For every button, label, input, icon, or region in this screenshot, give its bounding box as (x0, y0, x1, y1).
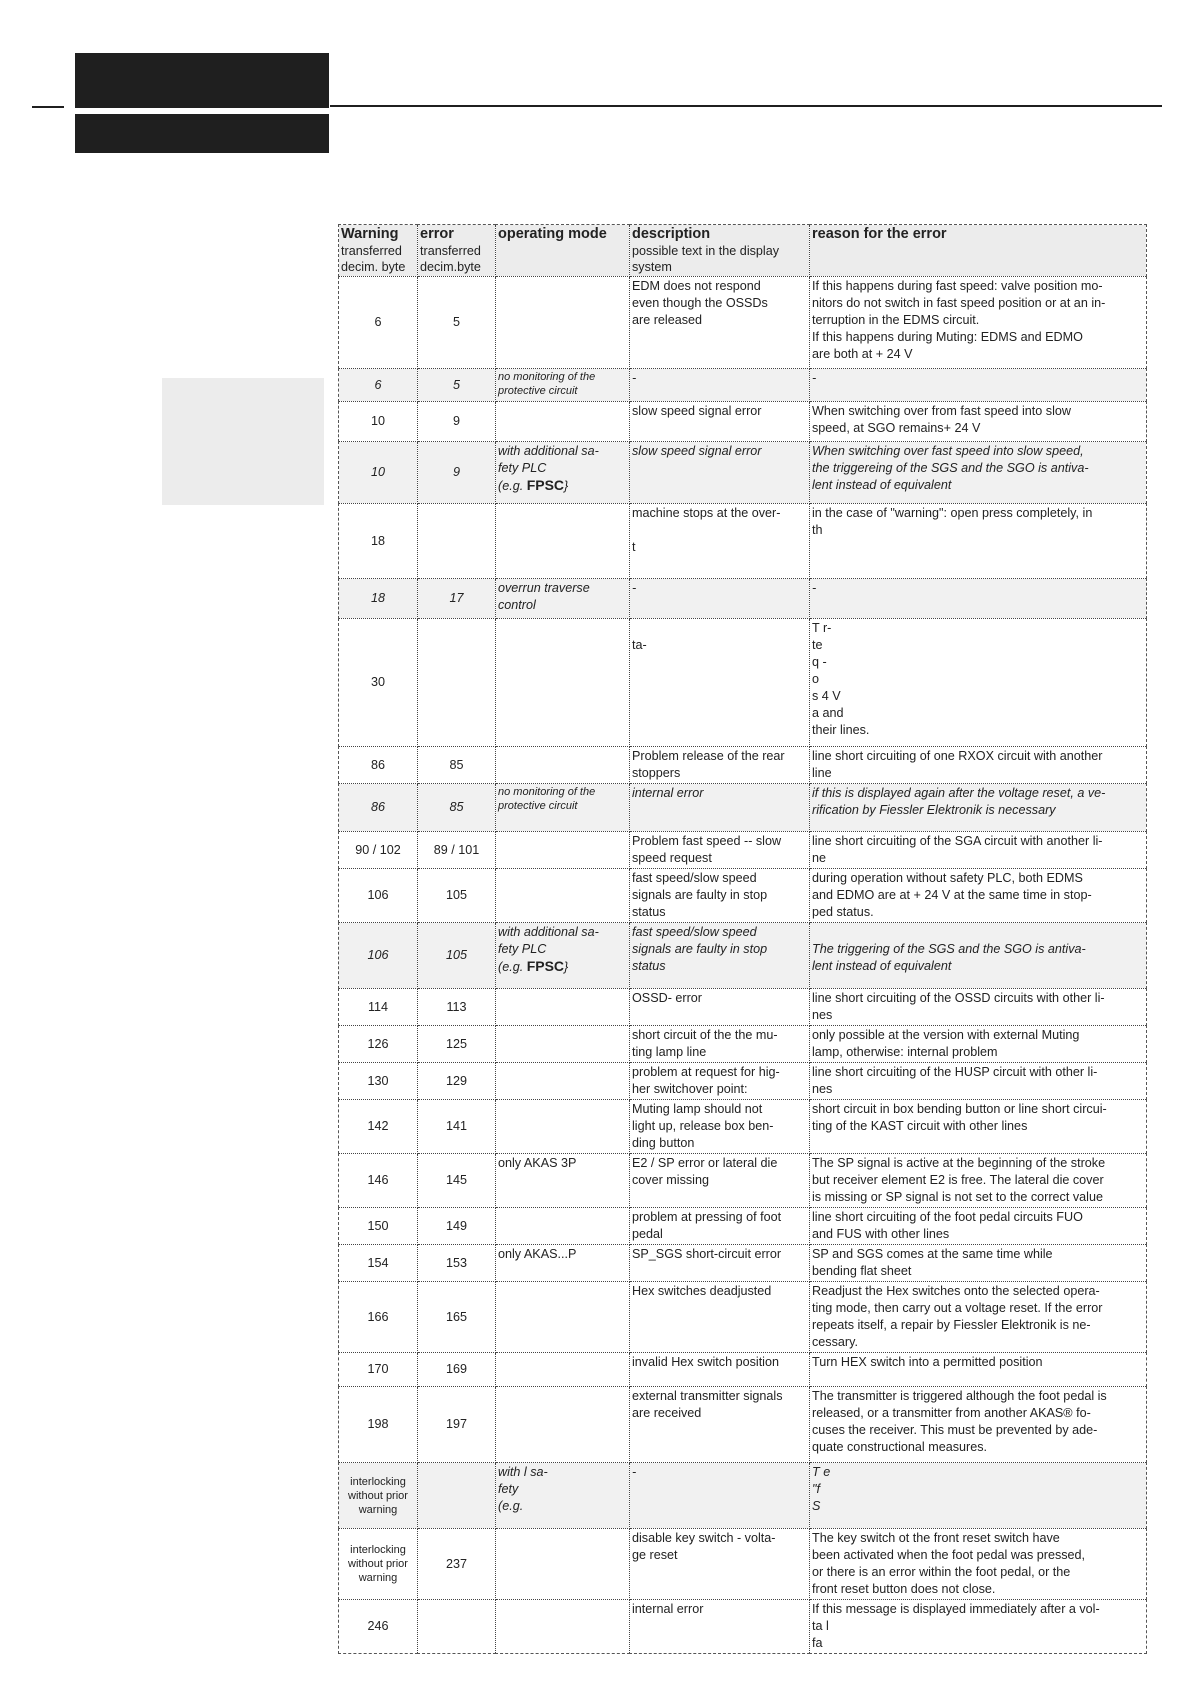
cell-reason: The key switch ot the front reset switch have been activated when the foot pedal was pressed, or there is an error within the foot pedal, or the front reset button does not close. (810, 1529, 1147, 1600)
cell-operating-mode (496, 277, 630, 369)
cell-description: - (630, 579, 810, 619)
cell-reason: line short circuiting of the foot pedal circuits FUO and FUS with other lines (810, 1208, 1147, 1245)
cell-error: 165 (418, 1282, 496, 1353)
table-row (339, 989, 1147, 1026)
cell-warning: 198 (339, 1387, 418, 1463)
cell-reason: The SP signal is active at the beginning of the stroke but receiver element E2 is free. The lateral die cover is missing or SP signal is not set to the correct value (810, 1154, 1147, 1208)
cell-reason: line short circuiting of the HUSP circuit with other li- nes (810, 1063, 1147, 1100)
cell-operating-mode (496, 1063, 630, 1100)
table-row (339, 579, 1147, 619)
table-row (339, 747, 1147, 784)
cell-description: fast speed/slow speed signals are faulty in stop status (630, 923, 810, 989)
cell-error: 85 (418, 747, 496, 784)
cell-description: disable key switch - volta- ge reset (630, 1529, 810, 1600)
cell-reason: Readjust the Hex switches onto the selected opera- ting mode, then carry out a voltage reset. If the error repeats itself, a repair by Fiessler Elektronik is ne- cessary. (810, 1282, 1147, 1353)
cell-warning: 6 (339, 369, 418, 402)
header-rule-right (330, 105, 1162, 107)
table-row (339, 923, 1147, 989)
table-row (339, 832, 1147, 869)
cell-description: - (630, 369, 810, 402)
cell-warning: 246 (339, 1600, 418, 1654)
cell-warning: 166 (339, 1282, 418, 1353)
header-rule-left (32, 106, 64, 108)
table-row (339, 1282, 1147, 1353)
cell-warning: 30 (339, 619, 418, 747)
operating-mode-text: with additional sa- fety PLC (e.g. (498, 444, 599, 493)
cell-error: 17 (418, 579, 496, 619)
cell-reason: only possible at the version with external Muting lamp, otherwise: internal problem (810, 1026, 1147, 1063)
cell-operating-mode: only AKAS...P (496, 1245, 630, 1282)
cell-reason: line short circuiting of the SGA circuit with another li- ne (810, 832, 1147, 869)
cell-operating-mode (496, 1387, 630, 1463)
cell-operating-mode: only AKAS 3P (496, 1154, 630, 1208)
table-row (339, 1529, 1147, 1600)
operating-mode-text-end: } (564, 960, 569, 974)
cell-warning: 18 (339, 579, 418, 619)
cell-error: 125 (418, 1026, 496, 1063)
col-header-operating-mode: operating mode (496, 225, 630, 277)
cell-error: 141 (418, 1100, 496, 1154)
cell-warning: 18 (339, 504, 418, 579)
cell-warning: 10 (339, 402, 418, 442)
cell-error: 153 (418, 1245, 496, 1282)
cell-error: 5 (418, 277, 496, 369)
cell-error: 149 (418, 1208, 496, 1245)
table-row (339, 1026, 1147, 1063)
table-row (339, 869, 1147, 923)
cell-warning: interlocking without prior warning (339, 1529, 418, 1600)
cell-warning: 10 (339, 442, 418, 504)
cell-operating-mode (496, 1100, 630, 1154)
cell-operating-mode: no monitoring of the protective circuit (496, 784, 630, 832)
cell-warning: 130 (339, 1063, 418, 1100)
cell-error: 197 (418, 1387, 496, 1463)
cell-operating-mode (496, 869, 630, 923)
cell-operating-mode: no monitoring of the protective circuit (496, 369, 630, 402)
cell-error: 145 (418, 1154, 496, 1208)
cell-operating-mode (496, 923, 630, 989)
cell-description: internal error (630, 1600, 810, 1654)
cell-error (418, 619, 496, 747)
cell-error: 5 (418, 369, 496, 402)
cell-reason: - (810, 369, 1147, 402)
table-row (339, 1100, 1147, 1154)
cell-operating-mode (496, 504, 630, 579)
cell-error: 169 (418, 1353, 496, 1387)
cell-error (418, 1463, 496, 1529)
cell-description: ta- (630, 619, 810, 747)
cell-description: slow speed signal error (630, 402, 810, 442)
cell-reason: T r- te q - o s 4 V a and their lines. (810, 619, 1147, 747)
cell-reason: If this message is displayed immediately after a vol- ta l fa (810, 1600, 1147, 1654)
table-row (339, 504, 1147, 579)
table-row (339, 1463, 1147, 1529)
header-black-block-top (75, 53, 329, 108)
cell-operating-mode (496, 1208, 630, 1245)
cell-error: 85 (418, 784, 496, 832)
cell-operating-mode (496, 1529, 630, 1600)
cell-error: 89 / 101 (418, 832, 496, 869)
table-row (339, 1208, 1147, 1245)
table-row (339, 277, 1147, 369)
cell-warning: 90 / 102 (339, 832, 418, 869)
cell-error (418, 504, 496, 579)
cell-reason: The triggering of the SGS and the SGO is antiva- lent instead of equivalent (810, 923, 1147, 989)
cell-warning: 170 (339, 1353, 418, 1387)
cell-warning: 86 (339, 784, 418, 832)
table-row (339, 442, 1147, 504)
cell-operating-mode (496, 402, 630, 442)
cell-description: short circuit of the the mu- ting lamp line (630, 1026, 810, 1063)
cell-description: external transmitter signals are received (630, 1387, 810, 1463)
cell-reason: line short circuiting of one RXOX circuit with another line (810, 747, 1147, 784)
cell-description: Problem release of the rear stoppers (630, 747, 810, 784)
cell-reason: When switching over from fast speed into slow speed, at SGO remains+ 24 V (810, 402, 1147, 442)
col-header-error: error transferred decim.byte (418, 225, 496, 277)
cell-warning: 150 (339, 1208, 418, 1245)
table-row (339, 1387, 1147, 1463)
cell-error: 105 (418, 869, 496, 923)
cell-operating-mode (496, 1026, 630, 1063)
cell-description: Hex switches deadjusted (630, 1282, 810, 1353)
side-grey-panel (162, 378, 324, 505)
cell-operating-mode (496, 1353, 630, 1387)
cell-description: OSSD- error (630, 989, 810, 1026)
table-row (339, 784, 1147, 832)
cell-operating-mode (496, 1600, 630, 1654)
cell-error: 237 (418, 1529, 496, 1600)
table-row (339, 1245, 1147, 1282)
cell-reason: if this is displayed again after the voltage reset, a ve- rification by Fiessler Elektronik is necessary (810, 784, 1147, 832)
cell-reason: line short circuiting of the OSSD circuits with other li- nes (810, 989, 1147, 1026)
cell-reason: If this happens during fast speed: valve position mo- nitors do not switch in fast speed position or at an in- terruption in the EDMS circuit. If this happens during Muting: EDMS and EDMO are both at + 24 V (810, 277, 1147, 369)
cell-operating-mode (496, 747, 630, 784)
cell-reason: during operation without safety PLC, both EDMS and EDMO are at + 24 V at the same time in stop- ped status. (810, 869, 1147, 923)
cell-description: invalid Hex switch position (630, 1353, 810, 1387)
cell-description: slow speed signal error (630, 442, 810, 504)
cell-operating-mode (496, 442, 630, 504)
cell-description: Problem fast speed -- slow speed request (630, 832, 810, 869)
cell-operating-mode (496, 989, 630, 1026)
cell-warning: 106 (339, 923, 418, 989)
cell-description: problem at request for hig- her switchover point: (630, 1063, 810, 1100)
cell-warning: 6 (339, 277, 418, 369)
cell-operating-mode (496, 619, 630, 747)
cell-reason: - (810, 579, 1147, 619)
col-header-warning: Warning transferred decim. byte (339, 225, 418, 277)
operating-mode-text-end: } (564, 479, 569, 493)
cell-error: 113 (418, 989, 496, 1026)
table-row (339, 619, 1147, 747)
cell-description: - (630, 1463, 810, 1529)
table-row (339, 1154, 1147, 1208)
cell-description: problem at pressing of foot pedal (630, 1208, 810, 1245)
operating-mode-plc-name: FPSC (526, 477, 565, 493)
cell-warning: interlocking without prior warning (339, 1463, 418, 1529)
col-header-description: description possible text in the display system (630, 225, 810, 277)
cell-warning: 142 (339, 1100, 418, 1154)
error-code-table (338, 224, 1147, 1654)
cell-warning: 126 (339, 1026, 418, 1063)
operating-mode-plc-name: FPSC (526, 958, 565, 974)
cell-description: machine stops at the over- t (630, 504, 810, 579)
cell-error: 105 (418, 923, 496, 989)
cell-description: fast speed/slow speed signals are faulty in stop status (630, 869, 810, 923)
table-row (339, 369, 1147, 402)
cell-reason: Turn HEX switch into a permitted position (810, 1353, 1147, 1387)
cell-reason: The transmitter is triggered although the foot pedal is released, or a transmitter from another AKAS® fo- cuses the receiver. This must be prevented by ade- quate constructional measures. (810, 1387, 1147, 1463)
table-header-row (339, 225, 1147, 277)
operating-mode-text: with additional sa- fety PLC (e.g. (498, 925, 599, 974)
table-row (339, 402, 1147, 442)
col-header-reason: reason for the error (810, 225, 1147, 277)
cell-warning: 106 (339, 869, 418, 923)
cell-reason: SP and SGS comes at the same time while bending flat sheet (810, 1245, 1147, 1282)
cell-description: EDM does not respond even though the OSSDs are released (630, 277, 810, 369)
cell-reason: short circuit in box bending button or line short circui- ting of the KAST circuit with other lines (810, 1100, 1147, 1154)
header-black-block-bottom (75, 114, 329, 153)
cell-reason: in the case of "warning": open press completely, in th (810, 504, 1147, 579)
table-row (339, 1353, 1147, 1387)
cell-error (418, 1600, 496, 1654)
cell-operating-mode (496, 1282, 630, 1353)
cell-reason: When switching over fast speed into slow speed, the triggereing of the SGS and the SGO is antiva- lent instead of equivalent (810, 442, 1147, 504)
cell-description: SP_SGS short-circuit error (630, 1245, 810, 1282)
cell-description: Muting lamp should not light up, release box ben- ding button (630, 1100, 810, 1154)
cell-reason: T e "f S (810, 1463, 1147, 1529)
table-row (339, 1600, 1147, 1654)
cell-warning: 154 (339, 1245, 418, 1282)
cell-description: E2 / SP error or lateral die cover missing (630, 1154, 810, 1208)
cell-description: internal error (630, 784, 810, 832)
cell-warning: 146 (339, 1154, 418, 1208)
cell-error: 129 (418, 1063, 496, 1100)
table-row (339, 1063, 1147, 1100)
cell-warning: 114 (339, 989, 418, 1026)
cell-operating-mode: overrun traverse control (496, 579, 630, 619)
cell-error: 9 (418, 402, 496, 442)
cell-warning: 86 (339, 747, 418, 784)
cell-operating-mode (496, 832, 630, 869)
cell-operating-mode: with l sa- fety (e.g. (496, 1463, 630, 1529)
cell-error: 9 (418, 442, 496, 504)
